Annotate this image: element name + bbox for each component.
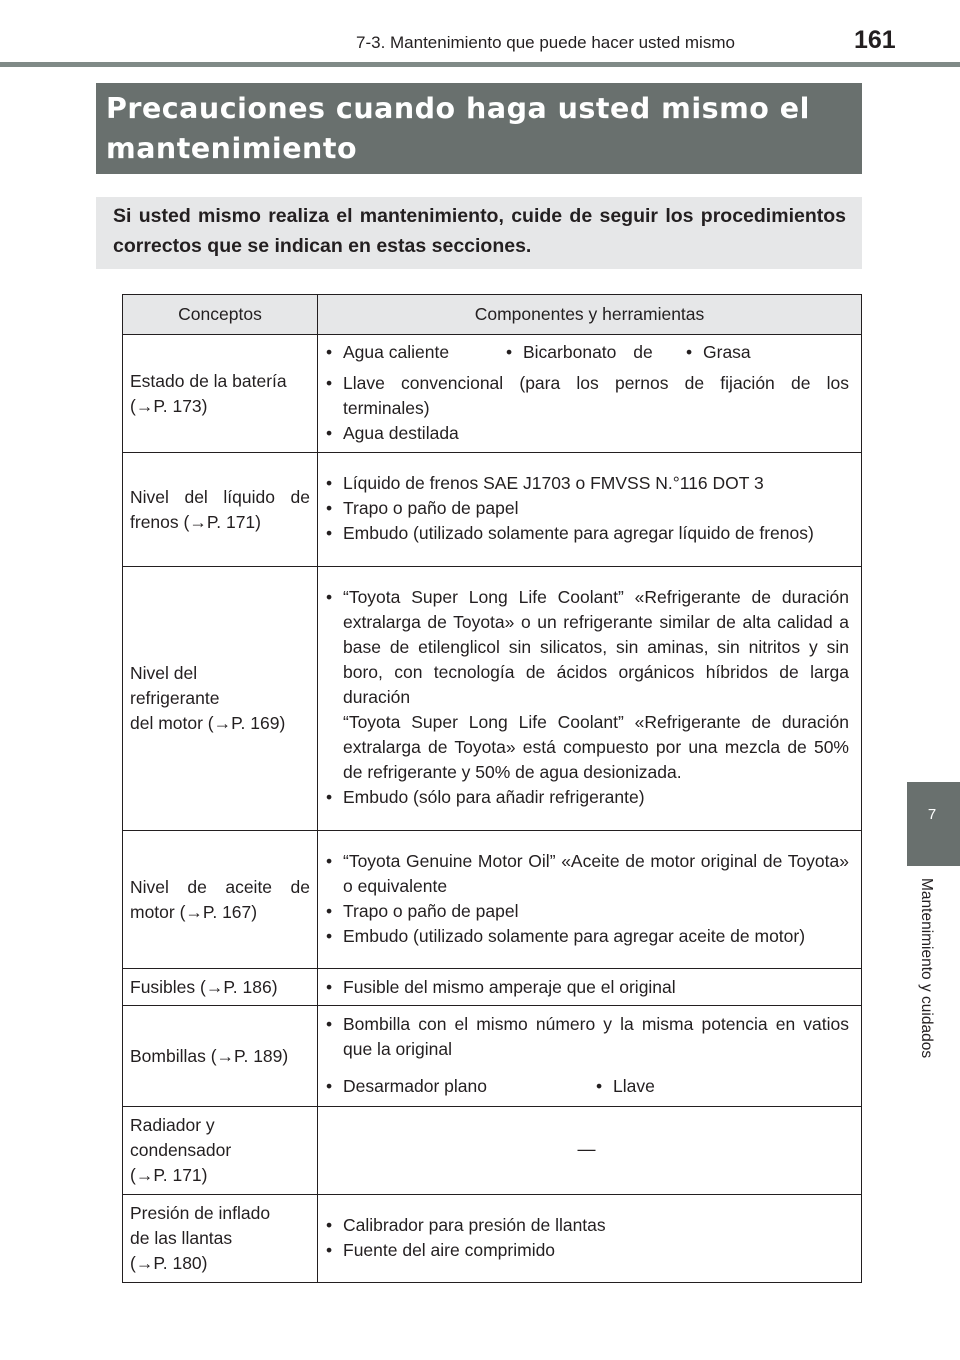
list-item: • Fusible del mismo amperaje que el original (324, 975, 849, 1000)
list-item: • Bombilla con el mismo número y la misma potencia en vatios que la original (324, 1012, 849, 1062)
table-row (123, 1195, 862, 1283)
table-row (123, 1107, 862, 1195)
column-header-components: Componentes y herramientas (318, 295, 862, 335)
list-item: • Agua caliente (324, 340, 504, 365)
concept-line: Presión de inflado (130, 1203, 271, 1223)
list-item: • Llave convencional (para los pernos de fijación de los terminales) (324, 371, 849, 421)
coolant-description: “Toyota Super Long Life Coolant” «Refrigerante de duración extralarga de Toyota» o un refrigerante similar de alta calidad a base de etilenglicol sin silicatos, sin aminas, sin nitritos y sin boro, con tecnología de ácidos orgánicos híbridos de larga duración (343, 587, 849, 707)
table-row (123, 1006, 862, 1107)
maintenance-table (122, 294, 862, 1283)
concept-cell (123, 1195, 318, 1283)
concept-line: del motor (→P. 169) (130, 713, 286, 733)
list-item: • Agua destilada (324, 421, 849, 446)
section-header: 7-3. Mantenimiento que puede hacer usted mismo (356, 33, 735, 52)
list-item: • “Toyota Genuine Motor Oil” «Aceite de motor original de Toyota» o equivalente (324, 849, 849, 899)
table-row (123, 969, 862, 1006)
column-header-concepts: Conceptos (123, 295, 318, 335)
item-list (324, 1213, 849, 1263)
chapter-number: 7 (927, 806, 937, 823)
concept-line: Radiador y (130, 1115, 215, 1135)
components-cell (318, 453, 862, 567)
list-item: • Líquido de frenos SAE J1703 o FMVSS N.°116 DOT 3 (324, 471, 849, 496)
inline-item-row (324, 1074, 849, 1099)
table-row (123, 567, 862, 831)
table-header-row (123, 295, 862, 335)
list-item: • Llave (594, 1074, 655, 1099)
components-cell (318, 1195, 862, 1283)
header-divider (0, 62, 960, 67)
item-list (324, 1012, 849, 1062)
components-cell (318, 969, 862, 1006)
list-item: • Calibrador para presión de llantas (324, 1213, 849, 1238)
list-item: • Grasa (684, 340, 751, 365)
list-item: • Embudo (utilizado solamente para agregar aceite de motor) (324, 924, 849, 949)
chapter-label: Mantenimiento y cuidados (918, 878, 935, 1059)
coolant-note: “Toyota Super Long Life Coolant” «Refrigerante de duración extralarga de Toyota» está compuesto por una mezcla de 50% de refrigerante y 50% de agua desionizada. (343, 712, 849, 782)
concept-line: de las llantas (130, 1228, 233, 1248)
concept-cell: Fusibles (→P. 186) (123, 969, 318, 1006)
concept-line: (→P. 173) (130, 395, 208, 416)
item-list (324, 585, 849, 810)
chapter-tab[interactable] (907, 782, 960, 866)
intro-text: Si usted mismo realiza el mantenimiento, cuide de seguir los procedimientos correctos que se indican en estas secciones. (113, 205, 846, 257)
list-item: • Trapo o paño de papel (324, 496, 849, 521)
concept-line: condensador (130, 1140, 232, 1160)
components-cell-empty: — (318, 1107, 862, 1195)
concept-cell (123, 335, 318, 453)
concept-line: Nivel del (130, 663, 198, 683)
concept-cell (123, 567, 318, 831)
list-item: • Trapo o paño de papel (324, 899, 849, 924)
concept-line: (→P. 171) (130, 1165, 208, 1185)
item-list (324, 849, 849, 949)
components-cell (318, 831, 862, 969)
list-item: • Fuente del aire comprimido (324, 1238, 849, 1263)
table-row (123, 335, 862, 453)
list-item: • Desarmador plano (324, 1074, 594, 1099)
components-cell (318, 567, 862, 831)
title-line-2: mantenimiento (106, 132, 358, 165)
concept-line: refrigerante (130, 688, 220, 708)
list-item: • Embudo (sólo para añadir refrigerante) (324, 785, 849, 810)
concept-line: Estado de la batería (130, 370, 287, 391)
concept-cell: Nivel de aceite de motor (→P. 167) (123, 831, 318, 969)
page-number: 161 (854, 26, 896, 54)
item-list (324, 975, 849, 1000)
list-item: • Embudo (utilizado solamente para agregar líquido de frenos) (324, 521, 849, 546)
item-list (324, 371, 849, 446)
components-cell (318, 335, 862, 453)
table-row (123, 453, 862, 567)
concept-line: (→P. 180) (130, 1253, 208, 1273)
title-banner (96, 83, 862, 174)
components-cell (318, 1006, 862, 1107)
list-item: • Bicarbonato de (504, 340, 684, 365)
concept-cell: Nivel del líquido de frenos (→P. 171) (123, 453, 318, 567)
inline-item-row (324, 340, 849, 365)
intro-box (96, 197, 862, 269)
concept-cell: Bombillas (→P. 189) (123, 1006, 318, 1107)
title-line-1: Precauciones cuando haga usted mismo el (106, 92, 810, 125)
table-row (123, 831, 862, 969)
list-item (324, 585, 849, 785)
item-list (324, 471, 849, 546)
concept-cell (123, 1107, 318, 1195)
